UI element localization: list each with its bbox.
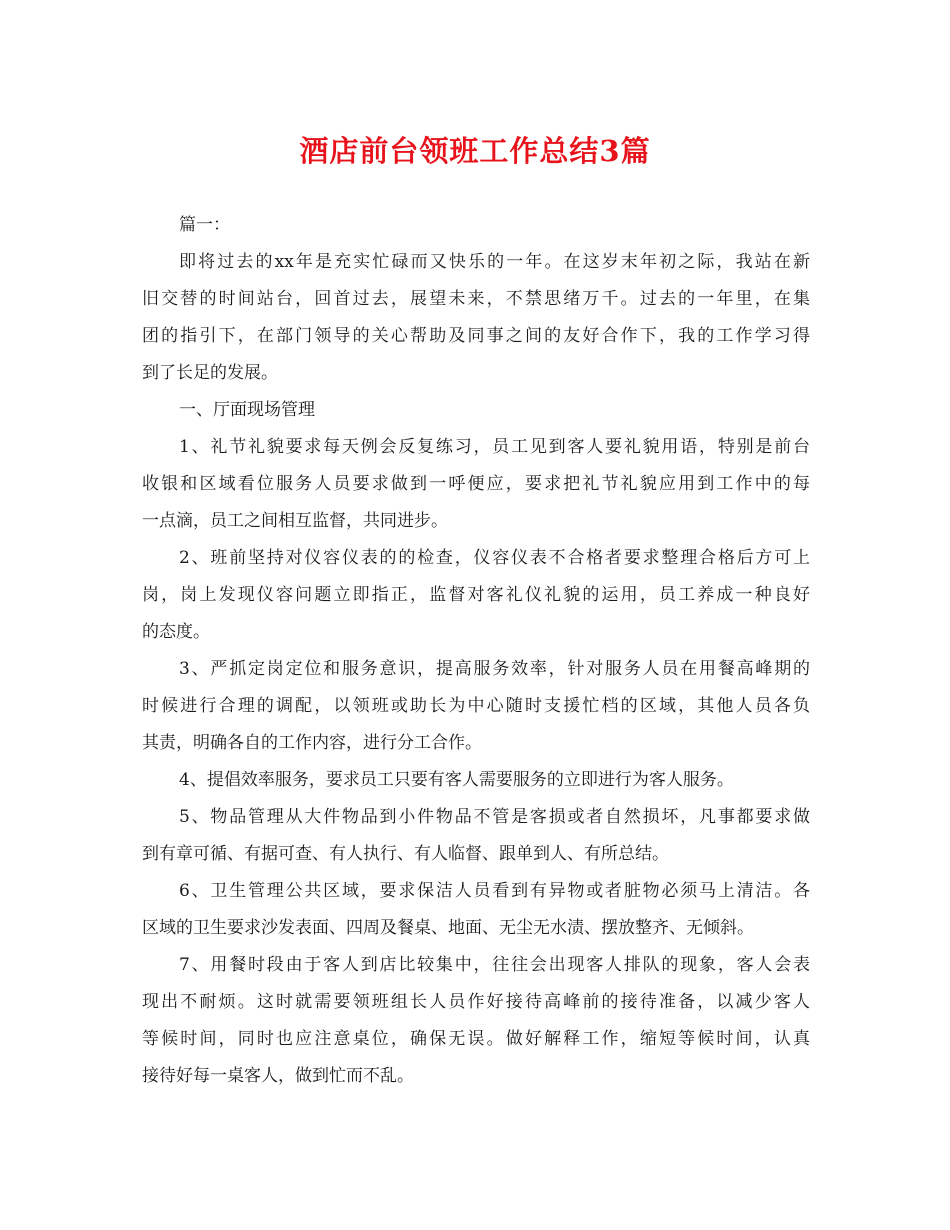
paragraph-line: 现出不耐烦。这时就需要领班组长人员作好接待高峰前的接待准备，以减少客人: [142, 992, 810, 1012]
paragraph: [142, 207, 810, 244]
paragraph: [142, 873, 810, 947]
paragraph-line: 篇一：: [179, 215, 230, 235]
paragraph: [142, 429, 810, 540]
paragraph: [142, 799, 810, 873]
paragraph-line: 到有章可循、有据可查、有人执行、有人临督、跟单到人、有所总结。: [142, 844, 669, 864]
paragraph-line: 的态度。: [142, 622, 210, 642]
paragraph-line: 团的指引下，在部门领导的关心帮助及同事之间的友好合作下，我的工作学习得: [142, 326, 810, 346]
paragraph-line: 4、提倡效率服务，要求员工只要有客人需要服务的立即进行为客人服务。: [179, 770, 734, 790]
paragraph-line: 即将过去的xx年是充实忙碌而又快乐的一年。在这岁末年初之际，我站在新: [179, 252, 810, 272]
paragraph-line: 2、班前坚持对仪容仪表的的检查，仪容仪表不合格者要求整理合格后方可上: [179, 548, 810, 568]
paragraph-line: 一点滴，员工之间相互监督，共同进步。: [142, 511, 448, 531]
paragraph: [142, 244, 810, 392]
paragraph-line: 接待好每一桌客人，做到忙而不乱。: [142, 1066, 414, 1086]
paragraph-line: 其责，明确各自的工作内容，进行分工合作。: [142, 733, 482, 753]
paragraph: [142, 947, 810, 1095]
paragraph-line: 收银和区域看位服务人员要求做到一呼便应，要求把礼节礼貌应用到工作中的每: [142, 474, 810, 494]
paragraph: [142, 651, 810, 762]
paragraph: [142, 762, 810, 799]
paragraph-line: 一、厅面现场管理: [179, 400, 315, 420]
paragraph-line: 1、礼节礼貌要求每天例会反复练习，员工见到客人要礼貌用语，特别是前台: [179, 437, 810, 457]
document-body: [142, 207, 810, 1095]
paragraph-line: 等候时间，同时也应注意桌位，确保无误。做好解释工作，缩短等候时间，认真: [142, 1029, 810, 1049]
document-title: 酒店前台领班工作总结3篇: [299, 134, 651, 168]
paragraph-line: 3、严抓定岗定位和服务意识，提高服务效率，针对服务人员在用餐高峰期的: [179, 659, 810, 679]
paragraph-line: 区域的卫生要求沙发表面、四周及餐桌、地面、无尘无水渍、摆放整齐、无倾斜。: [142, 918, 754, 938]
paragraph-line: 7、用餐时段由于客人到店比较集中，往往会出现客人排队的现象，客人会表: [179, 955, 810, 975]
paragraph-line: 旧交替的时间站台，回首过去，展望未来，不禁思绪万千。过去的一年里，在集: [142, 289, 810, 309]
paragraph-line: 岗，岗上发现仪容问题立即指正，监督对客礼仪礼貌的运用，员工养成一种良好: [142, 585, 810, 605]
paragraph-line: 到了长足的发展。: [142, 363, 278, 383]
paragraph-line: 6、卫生管理公共区域，要求保洁人员看到有异物或者脏物必须马上清洁。各: [179, 881, 810, 901]
paragraph: [142, 540, 810, 651]
paragraph-line: 5、物品管理从大件物品到小件物品不管是客损或者自然损坏，凡事都要求做: [179, 807, 810, 827]
paragraph: [142, 392, 810, 429]
paragraph-line: 时候进行合理的调配，以领班或助长为中心随时支援忙档的区域，其他人员各负: [142, 696, 810, 716]
